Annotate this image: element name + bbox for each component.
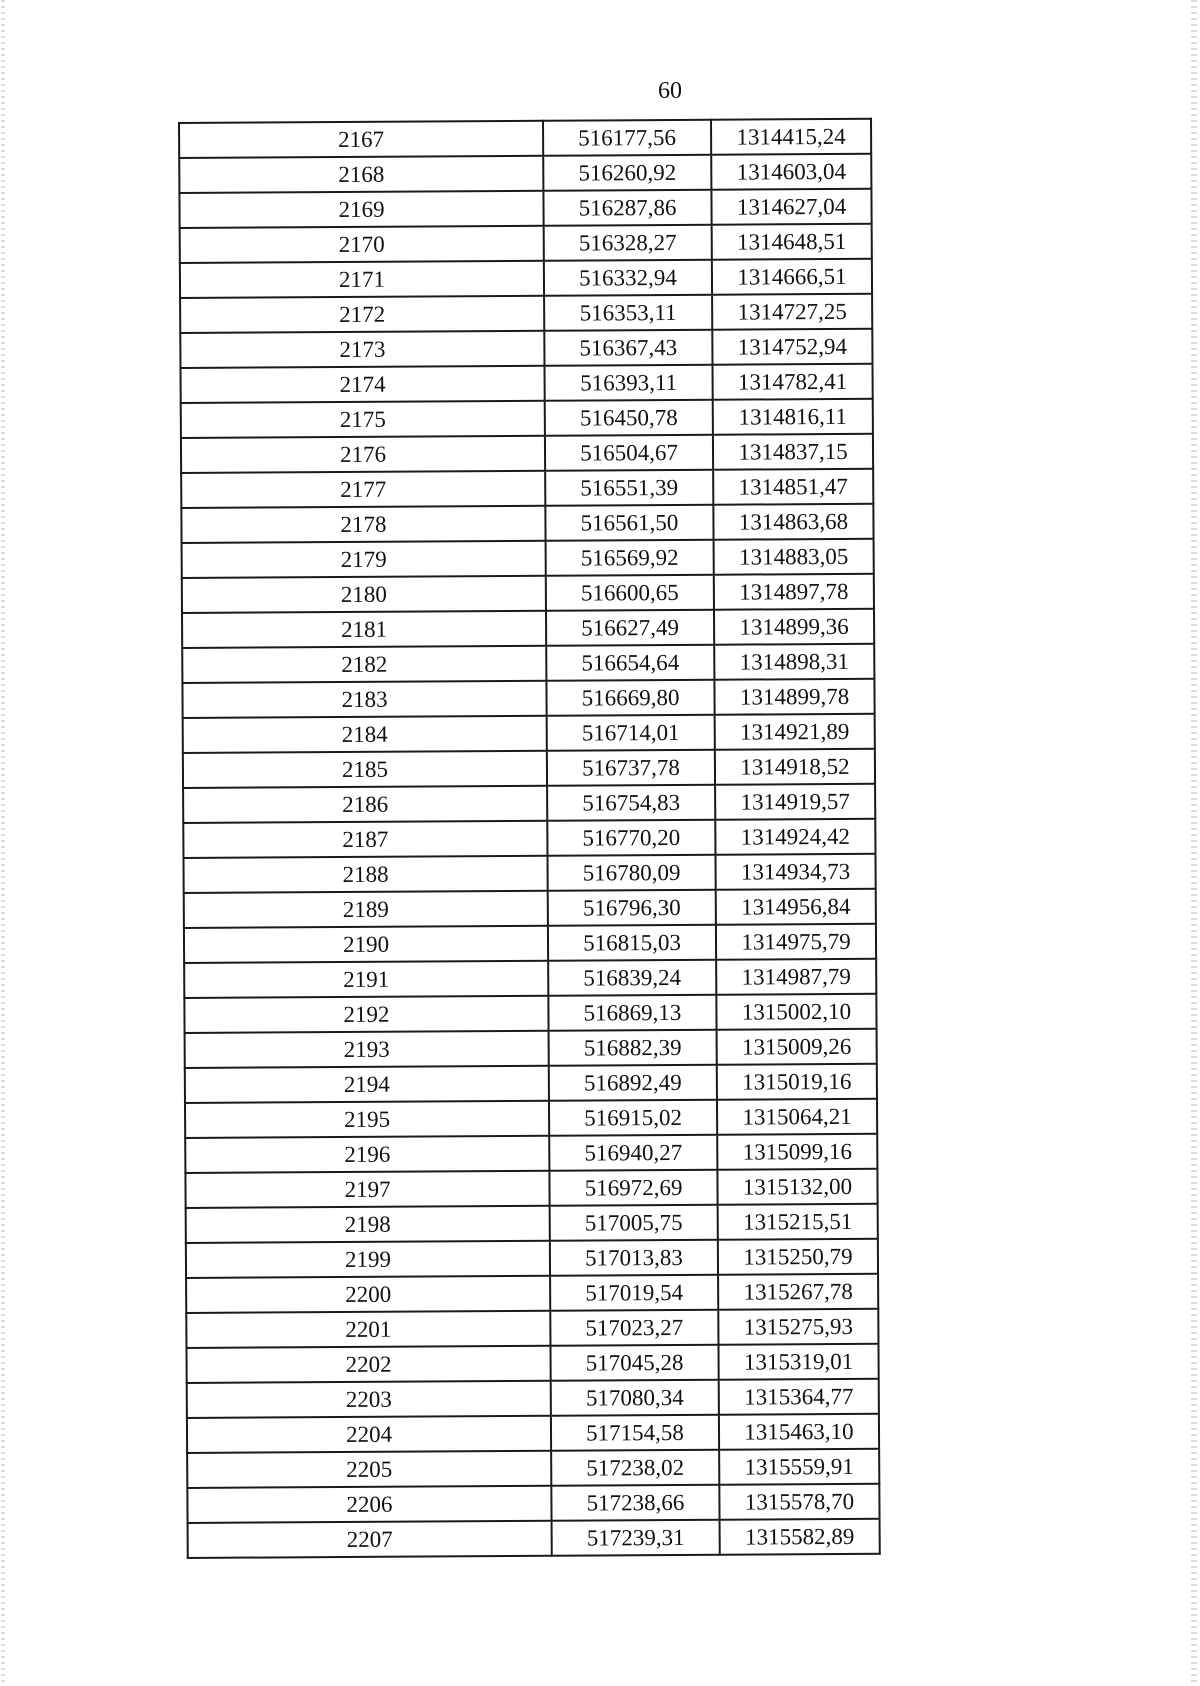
table-row [179, 154, 871, 193]
table-row [184, 889, 876, 928]
x-coordinate-cell: 517023,27 [550, 1310, 718, 1346]
point-number-cell: 2188 [183, 856, 547, 893]
table-row [185, 1169, 877, 1208]
y-coordinate-cell: 1314956,84 [716, 889, 876, 925]
y-coordinate-cell: 1314987,79 [716, 959, 876, 995]
x-coordinate-cell: 517238,02 [551, 1450, 719, 1486]
x-coordinate-cell: 517005,75 [550, 1205, 718, 1241]
point-number-cell: 2173 [180, 331, 544, 368]
point-number-cell: 2184 [183, 716, 547, 753]
y-coordinate-cell: 1315019,16 [717, 1064, 877, 1100]
x-coordinate-cell: 516839,24 [548, 960, 716, 996]
point-number-cell: 2192 [184, 996, 548, 1033]
y-coordinate-cell: 1314924,42 [715, 819, 875, 855]
point-number-cell: 2167 [179, 121, 543, 158]
y-coordinate-cell: 1314415,24 [711, 119, 871, 155]
x-coordinate-cell: 516504,67 [545, 435, 713, 471]
table-row [183, 819, 875, 858]
y-coordinate-cell: 1315064,21 [717, 1099, 877, 1135]
point-number-cell: 2191 [184, 961, 548, 998]
table-row [183, 714, 875, 753]
x-coordinate-cell: 517019,54 [550, 1275, 718, 1311]
table-row [188, 1519, 880, 1558]
y-coordinate-cell: 1314921,89 [715, 714, 875, 750]
x-coordinate-cell: 516882,39 [549, 1030, 717, 1066]
table-row [183, 854, 875, 893]
x-coordinate-cell: 516972,69 [549, 1170, 717, 1206]
y-coordinate-cell: 1314727,25 [712, 294, 872, 330]
y-coordinate-cell: 1314883,05 [714, 539, 874, 575]
table-row [186, 1274, 878, 1313]
x-coordinate-cell: 516260,92 [543, 155, 711, 191]
point-number-cell: 2207 [188, 1521, 552, 1558]
y-coordinate-cell: 1314603,04 [711, 154, 871, 190]
table-row [187, 1484, 879, 1523]
table-row [182, 679, 874, 718]
table-row [182, 609, 874, 648]
y-coordinate-cell: 1315364,77 [719, 1379, 879, 1415]
point-number-cell: 2198 [186, 1206, 550, 1243]
point-number-cell: 2171 [180, 261, 544, 298]
y-coordinate-cell: 1314837,15 [713, 434, 873, 470]
point-number-cell: 2194 [185, 1066, 549, 1103]
x-coordinate-cell: 516367,43 [544, 330, 712, 366]
table-row [185, 1099, 877, 1138]
point-number-cell: 2190 [184, 926, 548, 963]
point-number-cell: 2193 [185, 1031, 549, 1068]
x-coordinate-cell: 516654,64 [546, 645, 714, 681]
table-row [187, 1449, 879, 1488]
x-coordinate-cell: 516328,27 [544, 225, 712, 261]
y-coordinate-cell: 1314934,73 [715, 854, 875, 890]
point-number-cell: 2200 [186, 1276, 550, 1313]
table-row [181, 399, 873, 438]
x-coordinate-cell: 516600,65 [546, 575, 714, 611]
coordinates-table-body [179, 119, 880, 1558]
y-coordinate-cell: 1314975,79 [716, 924, 876, 960]
x-coordinate-cell: 516287,86 [543, 190, 711, 226]
point-number-cell: 2187 [183, 821, 547, 858]
y-coordinate-cell: 1315009,26 [717, 1029, 877, 1065]
x-coordinate-cell: 516714,01 [547, 715, 715, 751]
y-coordinate-cell: 1314627,04 [711, 189, 871, 225]
x-coordinate-cell: 516796,30 [548, 890, 716, 926]
y-coordinate-cell: 1314816,11 [713, 399, 873, 435]
y-coordinate-cell: 1315099,16 [717, 1134, 877, 1170]
point-number-cell: 2176 [181, 436, 545, 473]
table-row [186, 1204, 878, 1243]
point-number-cell: 2185 [183, 751, 547, 788]
y-coordinate-cell: 1314752,94 [712, 329, 872, 365]
x-coordinate-cell: 517045,28 [550, 1345, 718, 1381]
y-coordinate-cell: 1314919,57 [715, 784, 875, 820]
x-coordinate-cell: 516915,02 [549, 1100, 717, 1136]
table-row [185, 1134, 877, 1173]
table-row [184, 994, 876, 1033]
x-coordinate-cell: 516892,49 [549, 1065, 717, 1101]
x-coordinate-cell: 517154,58 [551, 1415, 719, 1451]
table-row [182, 574, 874, 613]
table-row [181, 364, 873, 403]
table-row [180, 259, 872, 298]
point-number-cell: 2186 [183, 786, 547, 823]
point-number-cell: 2195 [185, 1101, 549, 1138]
x-coordinate-cell: 517238,66 [551, 1485, 719, 1521]
x-coordinate-cell: 516561,50 [545, 505, 713, 541]
y-coordinate-cell: 1315463,10 [719, 1414, 879, 1450]
point-number-cell: 2180 [182, 576, 546, 613]
table-row [182, 644, 874, 683]
table-row [187, 1379, 879, 1418]
y-coordinate-cell: 1314863,68 [713, 504, 873, 540]
point-number-cell: 2206 [187, 1486, 551, 1523]
x-coordinate-cell: 516737,78 [547, 750, 715, 786]
y-coordinate-cell: 1315267,78 [718, 1274, 878, 1310]
point-number-cell: 2175 [181, 401, 545, 438]
point-number-cell: 2199 [186, 1241, 550, 1278]
y-coordinate-cell: 1315582,89 [720, 1519, 880, 1555]
point-number-cell: 2205 [187, 1451, 551, 1488]
x-coordinate-cell: 516869,13 [548, 995, 716, 1031]
point-number-cell: 2170 [180, 226, 544, 263]
point-number-cell: 2201 [186, 1311, 550, 1348]
point-number-cell: 2168 [179, 156, 543, 193]
y-coordinate-cell: 1315215,51 [718, 1204, 878, 1240]
table-row [180, 224, 872, 263]
y-coordinate-cell: 1315559,91 [719, 1449, 879, 1485]
x-coordinate-cell: 516569,92 [546, 540, 714, 576]
table-row [186, 1344, 878, 1383]
x-coordinate-cell: 517239,31 [552, 1520, 720, 1556]
y-coordinate-cell: 1315275,93 [718, 1309, 878, 1345]
x-coordinate-cell: 517013,83 [550, 1240, 718, 1276]
x-coordinate-cell: 516177,56 [543, 120, 711, 156]
point-number-cell: 2197 [185, 1171, 549, 1208]
x-coordinate-cell: 516770,20 [547, 820, 715, 856]
point-number-cell: 2189 [184, 891, 548, 928]
y-coordinate-cell: 1315319,01 [718, 1344, 878, 1380]
table-row [182, 539, 874, 578]
x-coordinate-cell: 516669,80 [546, 680, 714, 716]
y-coordinate-cell: 1314648,51 [712, 224, 872, 260]
x-coordinate-cell: 516754,83 [547, 785, 715, 821]
point-number-cell: 2181 [182, 611, 546, 648]
point-number-cell: 2182 [182, 646, 546, 683]
y-coordinate-cell: 1314918,52 [715, 749, 875, 785]
scan-edge-right [1191, 0, 1197, 1686]
table-row [184, 924, 876, 963]
y-coordinate-cell: 1314666,51 [712, 259, 872, 295]
table-row [180, 329, 872, 368]
x-coordinate-cell: 516780,09 [547, 855, 715, 891]
point-number-cell: 2204 [187, 1416, 551, 1453]
point-number-cell: 2183 [182, 681, 546, 718]
x-coordinate-cell: 516450,78 [545, 400, 713, 436]
x-coordinate-cell: 516353,11 [544, 295, 712, 331]
table-row [179, 189, 871, 228]
page-number: 60 [658, 78, 682, 104]
point-number-cell: 2179 [182, 541, 546, 578]
y-coordinate-cell: 1314899,36 [714, 609, 874, 645]
coordinates-table [178, 118, 881, 1559]
point-number-cell: 2202 [186, 1346, 550, 1383]
table-row [183, 749, 875, 788]
point-number-cell: 2174 [181, 366, 545, 403]
y-coordinate-cell: 1315132,00 [717, 1169, 877, 1205]
point-number-cell: 2172 [180, 296, 544, 333]
y-coordinate-cell: 1314899,78 [714, 679, 874, 715]
table-row [181, 469, 873, 508]
point-number-cell: 2177 [181, 471, 545, 508]
y-coordinate-cell: 1314851,47 [713, 469, 873, 505]
scan-edge-left [1, 0, 5, 1686]
y-coordinate-cell: 1314897,78 [714, 574, 874, 610]
x-coordinate-cell: 516393,11 [544, 365, 712, 401]
x-coordinate-cell: 516627,49 [546, 610, 714, 646]
x-coordinate-cell: 516940,27 [549, 1135, 717, 1171]
table-row [179, 119, 871, 158]
y-coordinate-cell: 1314782,41 [712, 364, 872, 400]
x-coordinate-cell: 516551,39 [545, 470, 713, 506]
table-row [185, 1029, 877, 1068]
table-row [184, 959, 876, 998]
table-row [183, 784, 875, 823]
x-coordinate-cell: 516332,94 [544, 260, 712, 296]
y-coordinate-cell: 1315002,10 [716, 994, 876, 1030]
x-coordinate-cell: 516815,03 [548, 925, 716, 961]
table-row [181, 434, 873, 473]
point-number-cell: 2178 [181, 506, 545, 543]
y-coordinate-cell: 1314898,31 [714, 644, 874, 680]
point-number-cell: 2203 [187, 1381, 551, 1418]
x-coordinate-cell: 517080,34 [551, 1380, 719, 1416]
point-number-cell: 2196 [185, 1136, 549, 1173]
table-row [180, 294, 872, 333]
y-coordinate-cell: 1315578,70 [719, 1484, 879, 1520]
table-row [186, 1309, 878, 1348]
table-row [186, 1239, 878, 1278]
table-row [181, 504, 873, 543]
table-row [185, 1064, 877, 1103]
point-number-cell: 2169 [179, 191, 543, 228]
y-coordinate-cell: 1315250,79 [718, 1239, 878, 1275]
table-row [187, 1414, 879, 1453]
